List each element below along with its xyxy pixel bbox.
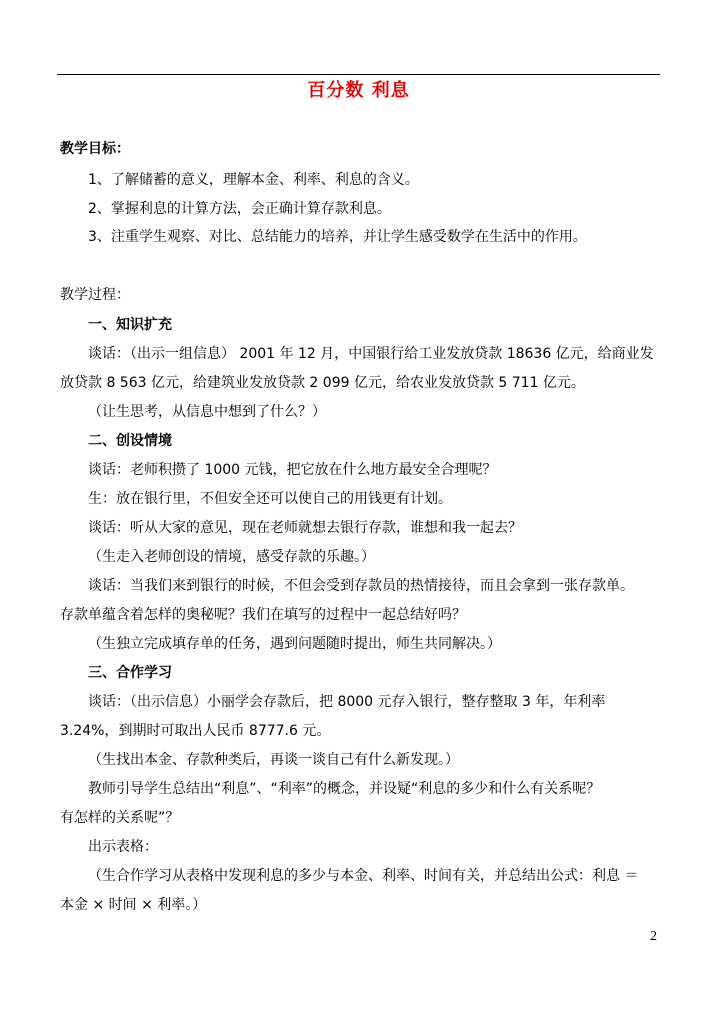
page-title: 百分数 利息 (307, 80, 410, 101)
page-number: 2 (650, 929, 657, 944)
objective-item: 1、了解储蓄的意义，理解本金、利率、利息的含义。 (88, 172, 419, 188)
paragraph-line: 3.24%，到期时可取出人民币 8777.6 元。 (60, 723, 331, 739)
paragraph-line: 谈话：（出示信息）小丽学会存款后，把 8000 元存入银行，整存整取 3 年，年利率 (88, 694, 606, 710)
paragraph-line: 教师引导学生总结出“利息”、“利率”的概念，并设疑“利息的多少和什么有关系呢？ (88, 781, 601, 797)
paragraph-line: 谈话：老师积攒了 1000 元钱，把它放在什么地方最安全合理呢？ (88, 462, 497, 478)
paragraph-line: 生：放在银行里，不但安全还可以使自己的用钱更有计划。 (88, 491, 452, 507)
section-heading: 二、创设情境 (88, 433, 172, 449)
header-rule (57, 74, 660, 75)
paragraph-line: （让生思考，从信息中想到了什么？） (88, 404, 326, 420)
objective-item: 2、掌握利息的计算方法，会正确计算存款利息。 (88, 201, 391, 217)
objective-item: 3、注重学生观察、对比、总结能力的培养，并让学生感受数学在生活中的作用。 (88, 229, 587, 245)
paragraph-line: 出示表格： (88, 839, 158, 855)
section-heading: 三、合作学习 (88, 665, 172, 681)
paragraph-line: 本金 × 时间 × 利率。） (60, 897, 207, 913)
paragraph-line: （生合作学习从表格中发现利息的多少与本金、利率、时间有关，并总结出公式：利息 ＝ (88, 868, 639, 884)
process-heading: 教学过程： (60, 287, 130, 303)
paragraph-line: 谈话：听从大家的意见，现在老师就想去银行存款，谁想和我一起去？ (88, 520, 522, 536)
paragraph-line: 谈话：（出示一组信息） 2001 年 12 月，中国银行给工业发放贷款 18636 亿元，给商业发 (88, 346, 654, 362)
section-heading: 一、知识扩充 (88, 317, 172, 333)
objectives-heading: 教学目标： (60, 141, 130, 157)
paragraph-line: 存款单蕴含着怎样的奥秘呢？我们在填写的过程中一起总结好吗？ (60, 607, 466, 623)
paragraph-line: 谈话：当我们来到银行的时候，不但会受到存款员的热情接待，而且会拿到一张存款单。 (88, 578, 634, 594)
paragraph-line: （生独立完成填存单的任务，遇到问题随时提出，师生共同解决。） (88, 636, 501, 652)
paragraph-line: 有怎样的关系呢”？ (60, 810, 180, 826)
paragraph-line: 放贷款 8 563 亿元，给建筑业发放贷款 2 099 亿元，给农业发放贷款 5 711 亿元。 (60, 375, 585, 391)
paragraph-line: （生找出本金、存款种类后，再谈一谈自己有什么新发现。） (88, 752, 459, 768)
paragraph-line: （生走入老师创设的情境，感受存款的乐趣。） (88, 549, 375, 565)
